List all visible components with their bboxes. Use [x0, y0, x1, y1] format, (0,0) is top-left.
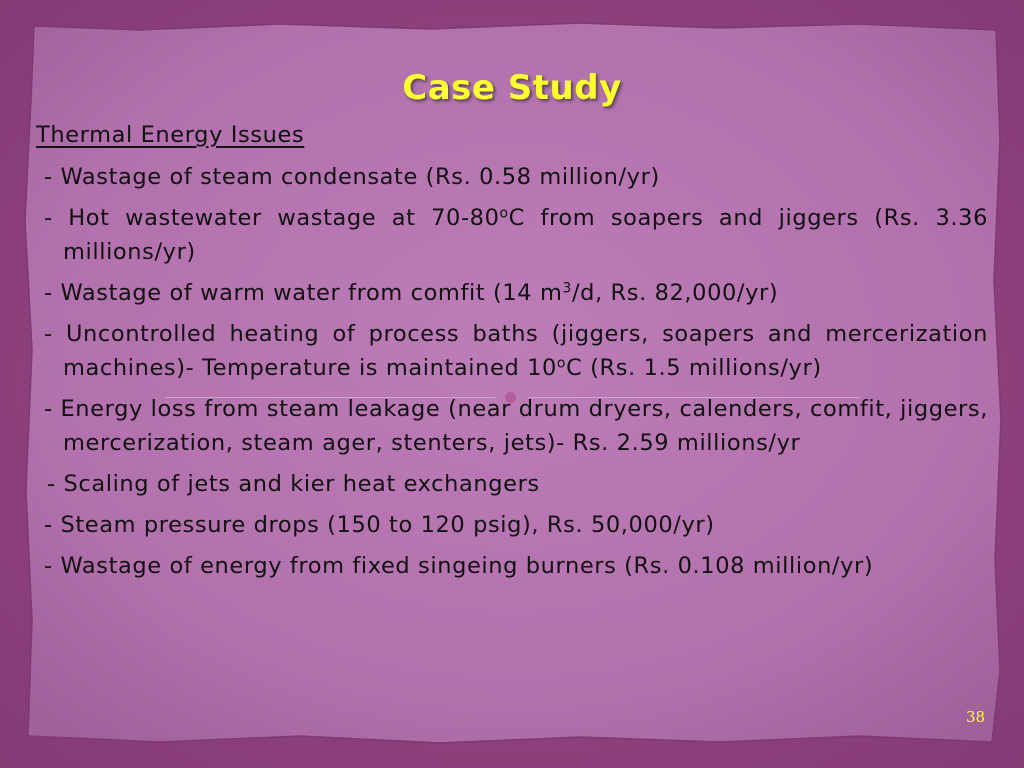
page-number: 38 — [966, 708, 986, 726]
bullet-item — [36, 549, 988, 583]
superscript: o — [499, 205, 509, 222]
bullet-text: - Hot wastewater wastage at 70-80 — [44, 205, 500, 231]
bullet-item — [36, 201, 988, 269]
bullet-text: - Steam pressure drops (150 to 120 psig), Rs. 50,000/yr) — [44, 512, 715, 538]
bullet-text: - Energy loss from steam leakage (near drum dryers, calenders, comfit, jiggers, mercerization, steam ager, stenters, jets)- Rs. 2.59 millions/yr — [44, 396, 988, 456]
superscript: 3 — [562, 280, 572, 297]
bullet-item — [36, 317, 988, 385]
bullet-text: - Uncontrolled heating of process baths (jiggers, soapers and mercerization machines)- Temperature is maintained 10 — [44, 321, 988, 381]
bullet-text: /d, Rs. 82,000/yr) — [571, 280, 779, 306]
bullet-item — [36, 467, 988, 501]
bullet-text: - Wastage of steam condensate (Rs. 0.58 million/yr) — [44, 164, 660, 190]
superscript: o — [556, 355, 567, 372]
bullet-text: - Scaling of jets and kier heat exchangers — [47, 471, 540, 497]
slide-title: Case Study — [402, 68, 622, 108]
bullet-item — [36, 160, 988, 194]
bullet-text: - Wastage of energy from fixed singeing burners (Rs. 0.108 million/yr) — [44, 553, 874, 579]
bullet-item — [36, 276, 988, 310]
bullet-item — [36, 392, 988, 460]
bullet-text: C from soapers and jiggers (Rs. 3.36 millions/yr) — [63, 205, 988, 265]
bullet-item — [36, 508, 988, 542]
bullet-text: C (Rs. 1.5 millions/yr) — [566, 355, 822, 381]
section-heading: Thermal Energy Issues — [36, 122, 305, 148]
slide-body — [36, 118, 988, 583]
bullet-text: - Wastage of warm water from comfit (14 m — [44, 280, 563, 306]
